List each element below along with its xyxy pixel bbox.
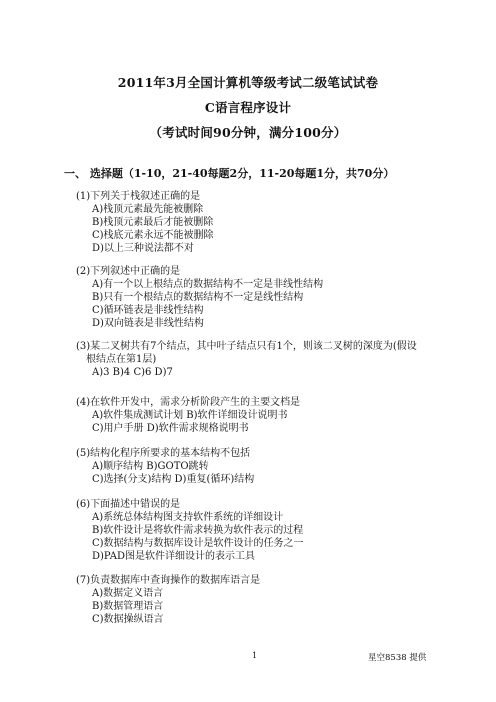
question-stem: (2)下列叙述中正确的是 <box>76 266 181 277</box>
option: C)循环链表是非线性结构 <box>92 305 204 316</box>
option: A)顺序结构 B)GOTO跳转 <box>92 461 209 472</box>
option: A)栈顶元素最先能被删除 <box>92 204 204 215</box>
option: C)栈底元素永远不能被删除 <box>92 230 214 241</box>
question-stem-continued: 根结点在第1层) <box>86 354 157 365</box>
option: A)有一个以上根结点的数据结构不一定是非线性结构 <box>92 279 324 290</box>
option: D)以上三种说法都不对 <box>92 243 194 254</box>
question-stem: (3)某二叉树共有7个结点，其中叶子结点只有1个，则该二叉树的深度为(假设 <box>76 341 417 352</box>
question-5 <box>76 447 436 486</box>
option: D)双向链表是非线性结构 <box>92 318 204 329</box>
exam-time-note: （考试时间90分钟，满分100分） <box>149 125 347 140</box>
section-heading: 一、 选择题（1-10，21-40每题2分，11-20每题1分，共70分） <box>64 167 395 180</box>
option: C)数据操纵语言 <box>92 614 164 625</box>
option: A)数据定义语言 <box>92 588 164 599</box>
question-7 <box>76 574 436 626</box>
question-stem: (4)在软件开发中，需求分析阶段产生的主要文档是 <box>76 397 301 408</box>
option: C)数据结构与数据库设计是软件设计的任务之一 <box>92 538 304 549</box>
question-6 <box>76 498 436 563</box>
exam-title: 2011年3月全国计算机等级考试二级笔试试卷 <box>117 75 379 90</box>
option: A)系统总体结构图支持软件系统的详细设计 <box>92 512 284 523</box>
option: B)数据管理语言 <box>92 601 164 612</box>
question-stem: (7)负责数据库中查询操作的数据库语言是 <box>76 575 261 586</box>
option: C)选择(分支)结构 D)重复(循环)结构 <box>92 474 255 485</box>
page-number: 1 <box>252 651 258 660</box>
question-3 <box>76 340 436 379</box>
option: A)软件集成测试计划 B)软件详细设计说明书 <box>92 410 288 421</box>
question-2 <box>76 265 436 330</box>
option: B)只有一个根结点的数据结构不一定是线性结构 <box>92 292 304 303</box>
question-stem: (5)结构化程序所要求的基本结构不包括 <box>76 448 251 459</box>
option: A)3 B)4 C)6 D)7 <box>92 367 173 378</box>
exam-subtitle: C语言程序设计 <box>204 100 292 115</box>
footer-credit: 星空8538 提供 <box>368 653 427 663</box>
option: C)用户手册 D)软件需求规格说明书 <box>92 423 249 434</box>
question-4 <box>76 396 436 435</box>
question-1 <box>76 190 436 255</box>
question-stem: (1)下列关于栈叙述正确的是 <box>76 191 201 202</box>
question-stem: (6)下面描述中错误的是 <box>76 499 181 510</box>
option: B)栈顶元素最后才能被删除 <box>92 217 214 228</box>
option: B)软件设计是将软件需求转换为软件表示的过程 <box>92 525 304 536</box>
option: D)PAD图是软件详细设计的表示工具 <box>92 551 255 562</box>
